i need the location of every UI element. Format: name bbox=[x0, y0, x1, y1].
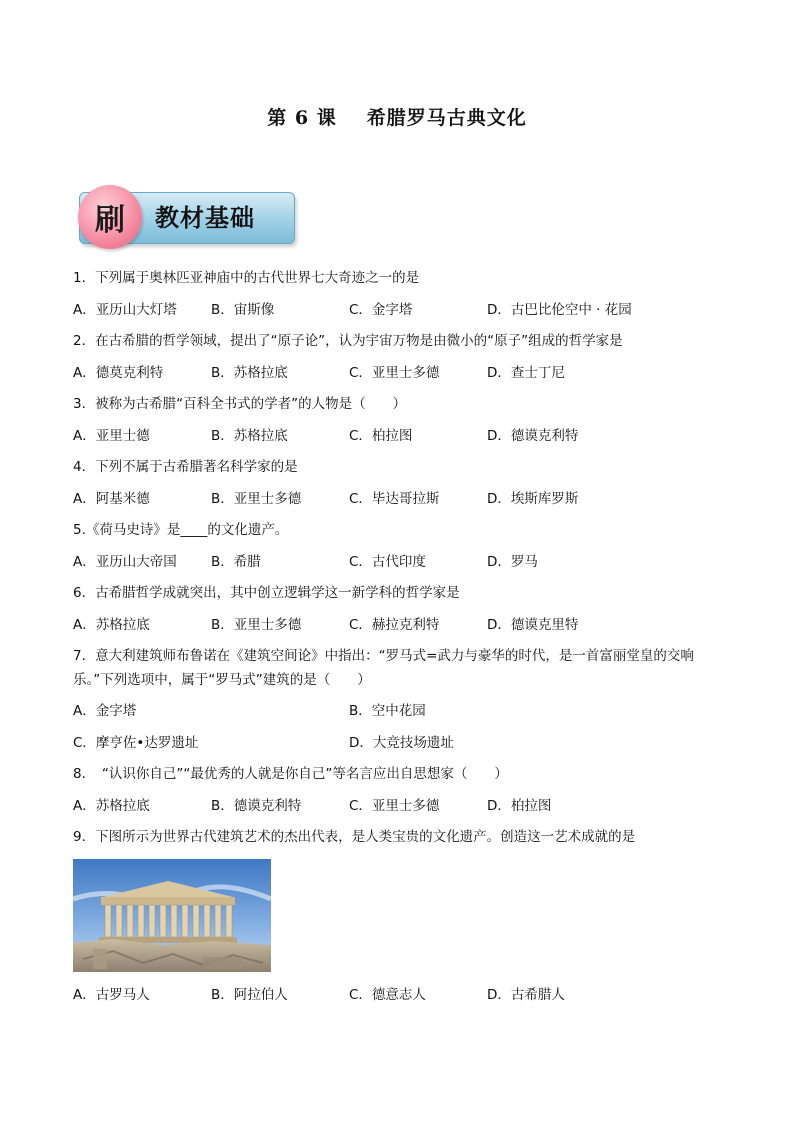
lesson-number: 第 6 课 bbox=[267, 107, 337, 129]
option-c[interactable]: C．德意志人 bbox=[349, 986, 426, 1003]
question-list bbox=[73, 266, 723, 1014]
question-4-stem: 4．下列不属于古希腊著名科学家的是 bbox=[73, 459, 298, 475]
question-4-options bbox=[73, 487, 723, 519]
option-d[interactable]: D．埃斯库罗斯 bbox=[487, 490, 579, 507]
option-a[interactable]: A．金字塔 bbox=[73, 703, 137, 719]
option-b[interactable]: B．亚里士多德 bbox=[211, 490, 302, 507]
option-b[interactable]: B．阿拉伯人 bbox=[211, 986, 288, 1003]
question-6-stem: 6．古希腊哲学成就突出，其中创立逻辑学这一新学科的哲学家是 bbox=[73, 585, 460, 601]
question-8-options bbox=[73, 794, 723, 826]
section-banner bbox=[75, 184, 297, 254]
question-1-options bbox=[73, 298, 723, 330]
option-a[interactable]: A．亚历山大灯塔 bbox=[73, 301, 177, 318]
banner-label: 教材基础 bbox=[155, 203, 255, 232]
option-b[interactable]: B．空中花园 bbox=[349, 703, 426, 719]
question-3-options bbox=[73, 424, 723, 456]
option-c[interactable]: C．金字塔 bbox=[349, 301, 413, 318]
question-5-options bbox=[73, 550, 723, 582]
option-b[interactable]: B．亚里士多德 bbox=[211, 616, 302, 633]
option-a[interactable]: A．亚里士德 bbox=[73, 427, 150, 444]
option-b[interactable]: B．苏格拉底 bbox=[211, 427, 288, 444]
option-a[interactable]: A．苏格拉底 bbox=[73, 616, 150, 633]
option-c[interactable]: C．亚里士多德 bbox=[349, 364, 440, 381]
question-1-stem: 1．下列属于奥林匹亚神庙中的古代世界七大奇迹之一的是 bbox=[73, 270, 420, 286]
option-c[interactable]: C．亚里士多德 bbox=[349, 797, 440, 814]
option-d[interactable]: D．古巴比伦空中 · 花园 bbox=[487, 301, 632, 318]
option-c[interactable]: C．毕达哥拉斯 bbox=[349, 490, 440, 507]
option-c[interactable]: C．赫拉克利特 bbox=[349, 616, 440, 633]
option-d[interactable]: D．古希腊人 bbox=[487, 986, 565, 1003]
question-5-stem: 5.《荷马史诗》是____的文化遗产。 bbox=[73, 522, 289, 538]
option-b[interactable]: B．苏格拉底 bbox=[211, 364, 288, 381]
page-title bbox=[0, 103, 794, 130]
question-2-stem: 2．在古希腊的哲学领域，提出了“原子论”，认为宇宙万物是由微小的“原子”组成的哲学家是 bbox=[73, 333, 623, 349]
option-c[interactable]: C．古代印度 bbox=[349, 553, 426, 570]
temple-ruins-image bbox=[73, 859, 271, 972]
question-9-options bbox=[73, 983, 723, 1015]
question-7-options-row-1 bbox=[73, 699, 723, 731]
question-9-stem: 9．下图所示为世界古代建筑艺术的杰出代表，是人类宝贵的文化遗产。创造这一艺术成就的是 bbox=[73, 829, 636, 845]
option-d[interactable]: D．查士丁尼 bbox=[487, 364, 565, 381]
lesson-name: 希腊罗马古典文化 bbox=[366, 107, 527, 129]
option-d[interactable]: D．德谟克利特 bbox=[487, 427, 579, 444]
question-7-options-row-2 bbox=[73, 731, 723, 763]
parthenon-photo bbox=[73, 859, 723, 979]
option-b[interactable]: B．宙斯像 bbox=[211, 301, 275, 318]
banner-badge: 刷 bbox=[78, 185, 142, 249]
option-d[interactable]: D．大竞技场遗址 bbox=[349, 734, 454, 751]
question-2-options bbox=[73, 361, 723, 393]
option-a[interactable]: A．古罗马人 bbox=[73, 986, 150, 1003]
option-c[interactable]: C．柏拉图 bbox=[349, 427, 413, 444]
option-b[interactable]: B．希腊 bbox=[211, 553, 261, 570]
option-d[interactable]: D．柏拉图 bbox=[487, 797, 552, 814]
option-c[interactable]: C．摩亨佐•达罗遗址 bbox=[73, 734, 199, 751]
option-a[interactable]: A．亚历山大帝国 bbox=[73, 553, 177, 570]
option-a[interactable]: A．德莫克利特 bbox=[73, 364, 164, 381]
option-d[interactable]: D．德谟克里特 bbox=[487, 616, 579, 633]
question-7-stem: 7．意大利建筑师布鲁诺在《建筑空间论》中指出：“罗马式=武力与豪华的时代，是一首富丽堂皇的交响乐。”下列选项中，属于“罗马式”建筑的是（ ） bbox=[73, 648, 694, 688]
question-3-stem: 3．被称为古希腊“百科全书式的学者”的人物是（ ） bbox=[73, 396, 407, 412]
option-a[interactable]: A．苏格拉底 bbox=[73, 797, 150, 814]
question-6-options bbox=[73, 613, 723, 645]
option-b[interactable]: B．德谟克利特 bbox=[211, 797, 302, 814]
option-d[interactable]: D．罗马 bbox=[487, 553, 538, 570]
question-8-stem: 8． “认识你自己”“最优秀的人就是你自己”等名言应出自思想家（ ） bbox=[73, 766, 508, 782]
option-a[interactable]: A．阿基米德 bbox=[73, 490, 150, 507]
